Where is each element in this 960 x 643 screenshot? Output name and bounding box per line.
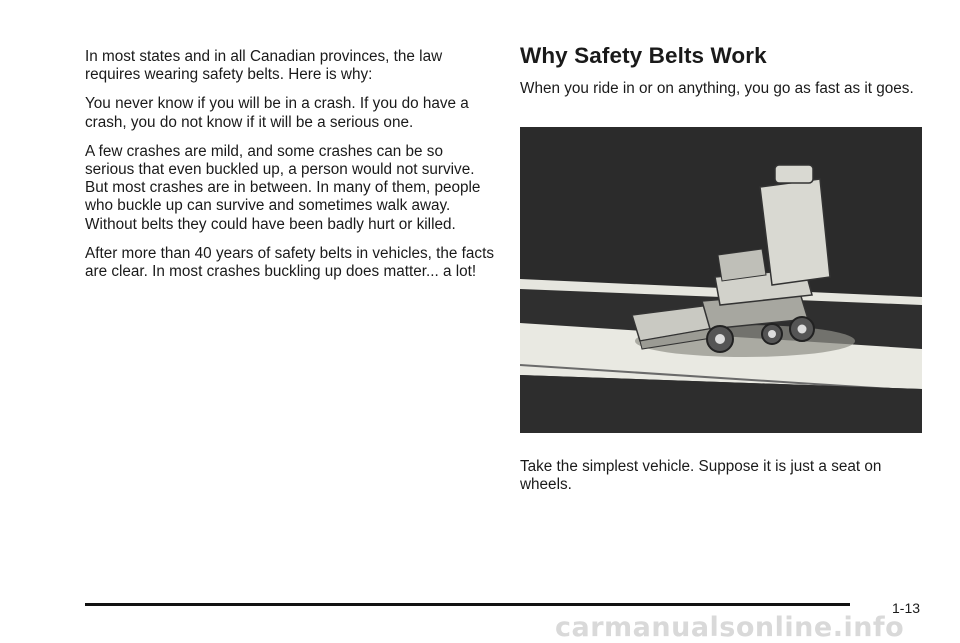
wheel-rear-right-hub — [798, 325, 807, 334]
intro-paragraph: When you ride in or on anything, you go as fast as it goes. — [520, 80, 914, 97]
paragraph-crash-severity: A few crashes are mild, and some crashes can be so serious that even buckled up, a person would not survive. But most crashes are in between. In many of them, people who buckle up can survive and sometimes walk away. Without belts they could have been badly hurt or killed. — [85, 142, 481, 233]
seat-armrest — [718, 249, 766, 281]
footer-rule — [85, 603, 850, 606]
paragraph-law: In most states and in all Canadian provinces, the law requires wearing safety belts. Here is why: — [85, 48, 443, 84]
wheel-front-left-hub — [715, 334, 725, 344]
watermark: carmanualsonline.info — [555, 612, 905, 643]
section-title: Why Safety Belts Work — [520, 43, 767, 68]
paragraph-facts: After more than 40 years of safety belts in vehicles, the facts are clear. In most crashes buckling up does matter... a lot! — [85, 244, 494, 281]
illustration-svg — [520, 127, 922, 433]
page-number: 1-13 — [892, 600, 921, 616]
wheel-rear-left-hub — [768, 330, 776, 338]
left-column — [85, 48, 495, 292]
seat-backrest — [760, 179, 830, 285]
paragraph-crash-unknown: You never know if you will be in a crash. If you do have a crash, you do not know if it will be a serious one. — [85, 95, 469, 131]
seat-headrest — [775, 165, 813, 183]
caption-paragraph: Take the simplest vehicle. Suppose it is just a seat on wheels. — [520, 458, 882, 494]
seat-on-wheels-illustration — [520, 127, 922, 433]
right-column — [520, 42, 925, 98]
